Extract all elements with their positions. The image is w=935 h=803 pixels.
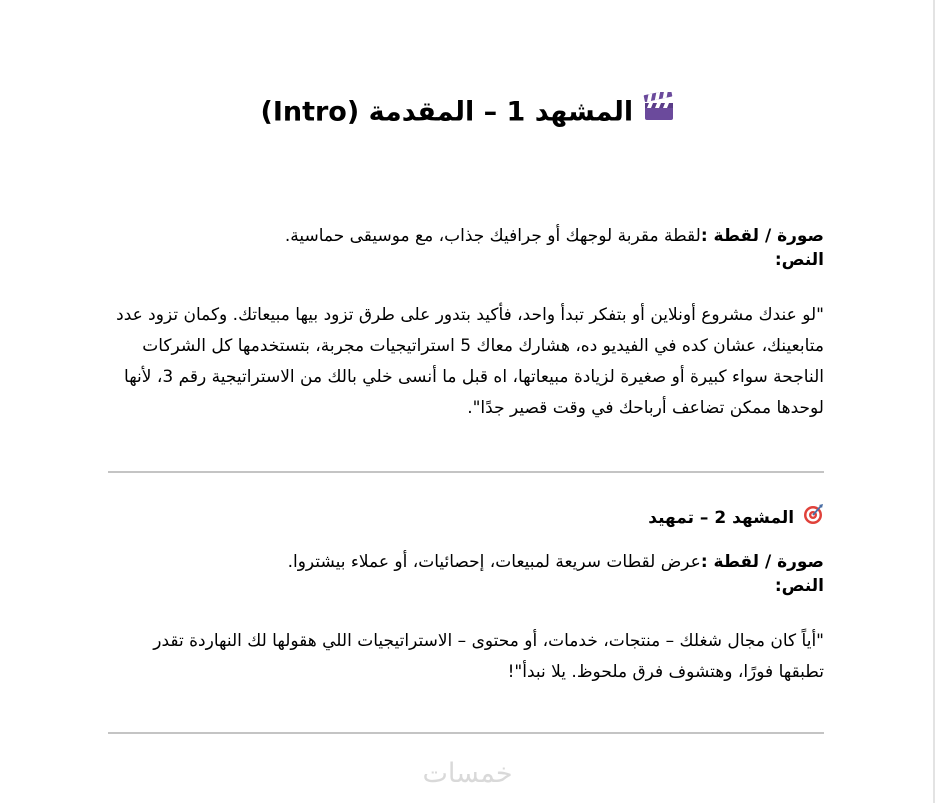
scene2-title	[105, 503, 824, 533]
scene2-shot-line	[105, 550, 824, 574]
target-icon	[802, 503, 824, 533]
khamsat-watermark: خمسات	[422, 758, 513, 789]
scene2-title-text: المشهد 2 – تمهيد	[648, 508, 795, 528]
scene2-content	[105, 550, 824, 598]
scene1-shot-text: لقطة مقربة لوجهك أو جرافيك جذاب، مع موسيقى حماسية.	[284, 226, 701, 246]
clapperboard-icon	[643, 92, 675, 134]
divider-2	[108, 732, 824, 734]
scene2-shot-text: عرض لقطات سريعة لمبيعات، إحصائيات، أو عملاء بيشتروا.	[287, 552, 701, 572]
scene2-script-label: النص:	[774, 576, 824, 596]
scene1-script-label: النص:	[774, 250, 824, 270]
scene1-title-text: المشهد 1 – المقدمة (Intro)	[260, 96, 634, 128]
scene2-shot-label: صورة / لقطة :	[700, 552, 824, 572]
scene1-content	[105, 224, 824, 272]
divider-1	[108, 471, 824, 473]
scene1-script-label-line	[105, 248, 824, 272]
scene1-script-text: "لو عندك مشروع أونلاين أو بتفكر تبدأ واحد، فأكيد بتدور على طرق تزود بيها مبيعاتك. وكمان تزود عدد متابعينك، عشان كده في الفيديو ده، هشارك معاك 5 استراتيجيات مجربة، بتستخدمها كل الشركات الناجحة سواء كبيرة أو صغيرة لزيادة مبيعاتها، اه قبل ما أنسى خلي بالك من الاستراتيجية رقم 3، لأنها لوحدها ممكن تضاعف أرباحك في وقت قصير جدًا".	[116, 305, 824, 418]
scene2-script-text: "أياً كان مجال شغلك – منتجات، خدمات، أو محتوى – الاستراتيجيات اللي هقولها لك النهاردة تقدر تطبقها فورًا، وهتشوف فرق ملحوظ. يلا نبدأ"!	[153, 631, 824, 682]
scene1-shot-label: صورة / لقطة :	[700, 226, 824, 246]
scene1-shot-line	[105, 224, 824, 248]
scene1-title	[0, 92, 935, 134]
scene2-script-label-line	[105, 574, 824, 598]
scene2-heading	[105, 503, 824, 533]
